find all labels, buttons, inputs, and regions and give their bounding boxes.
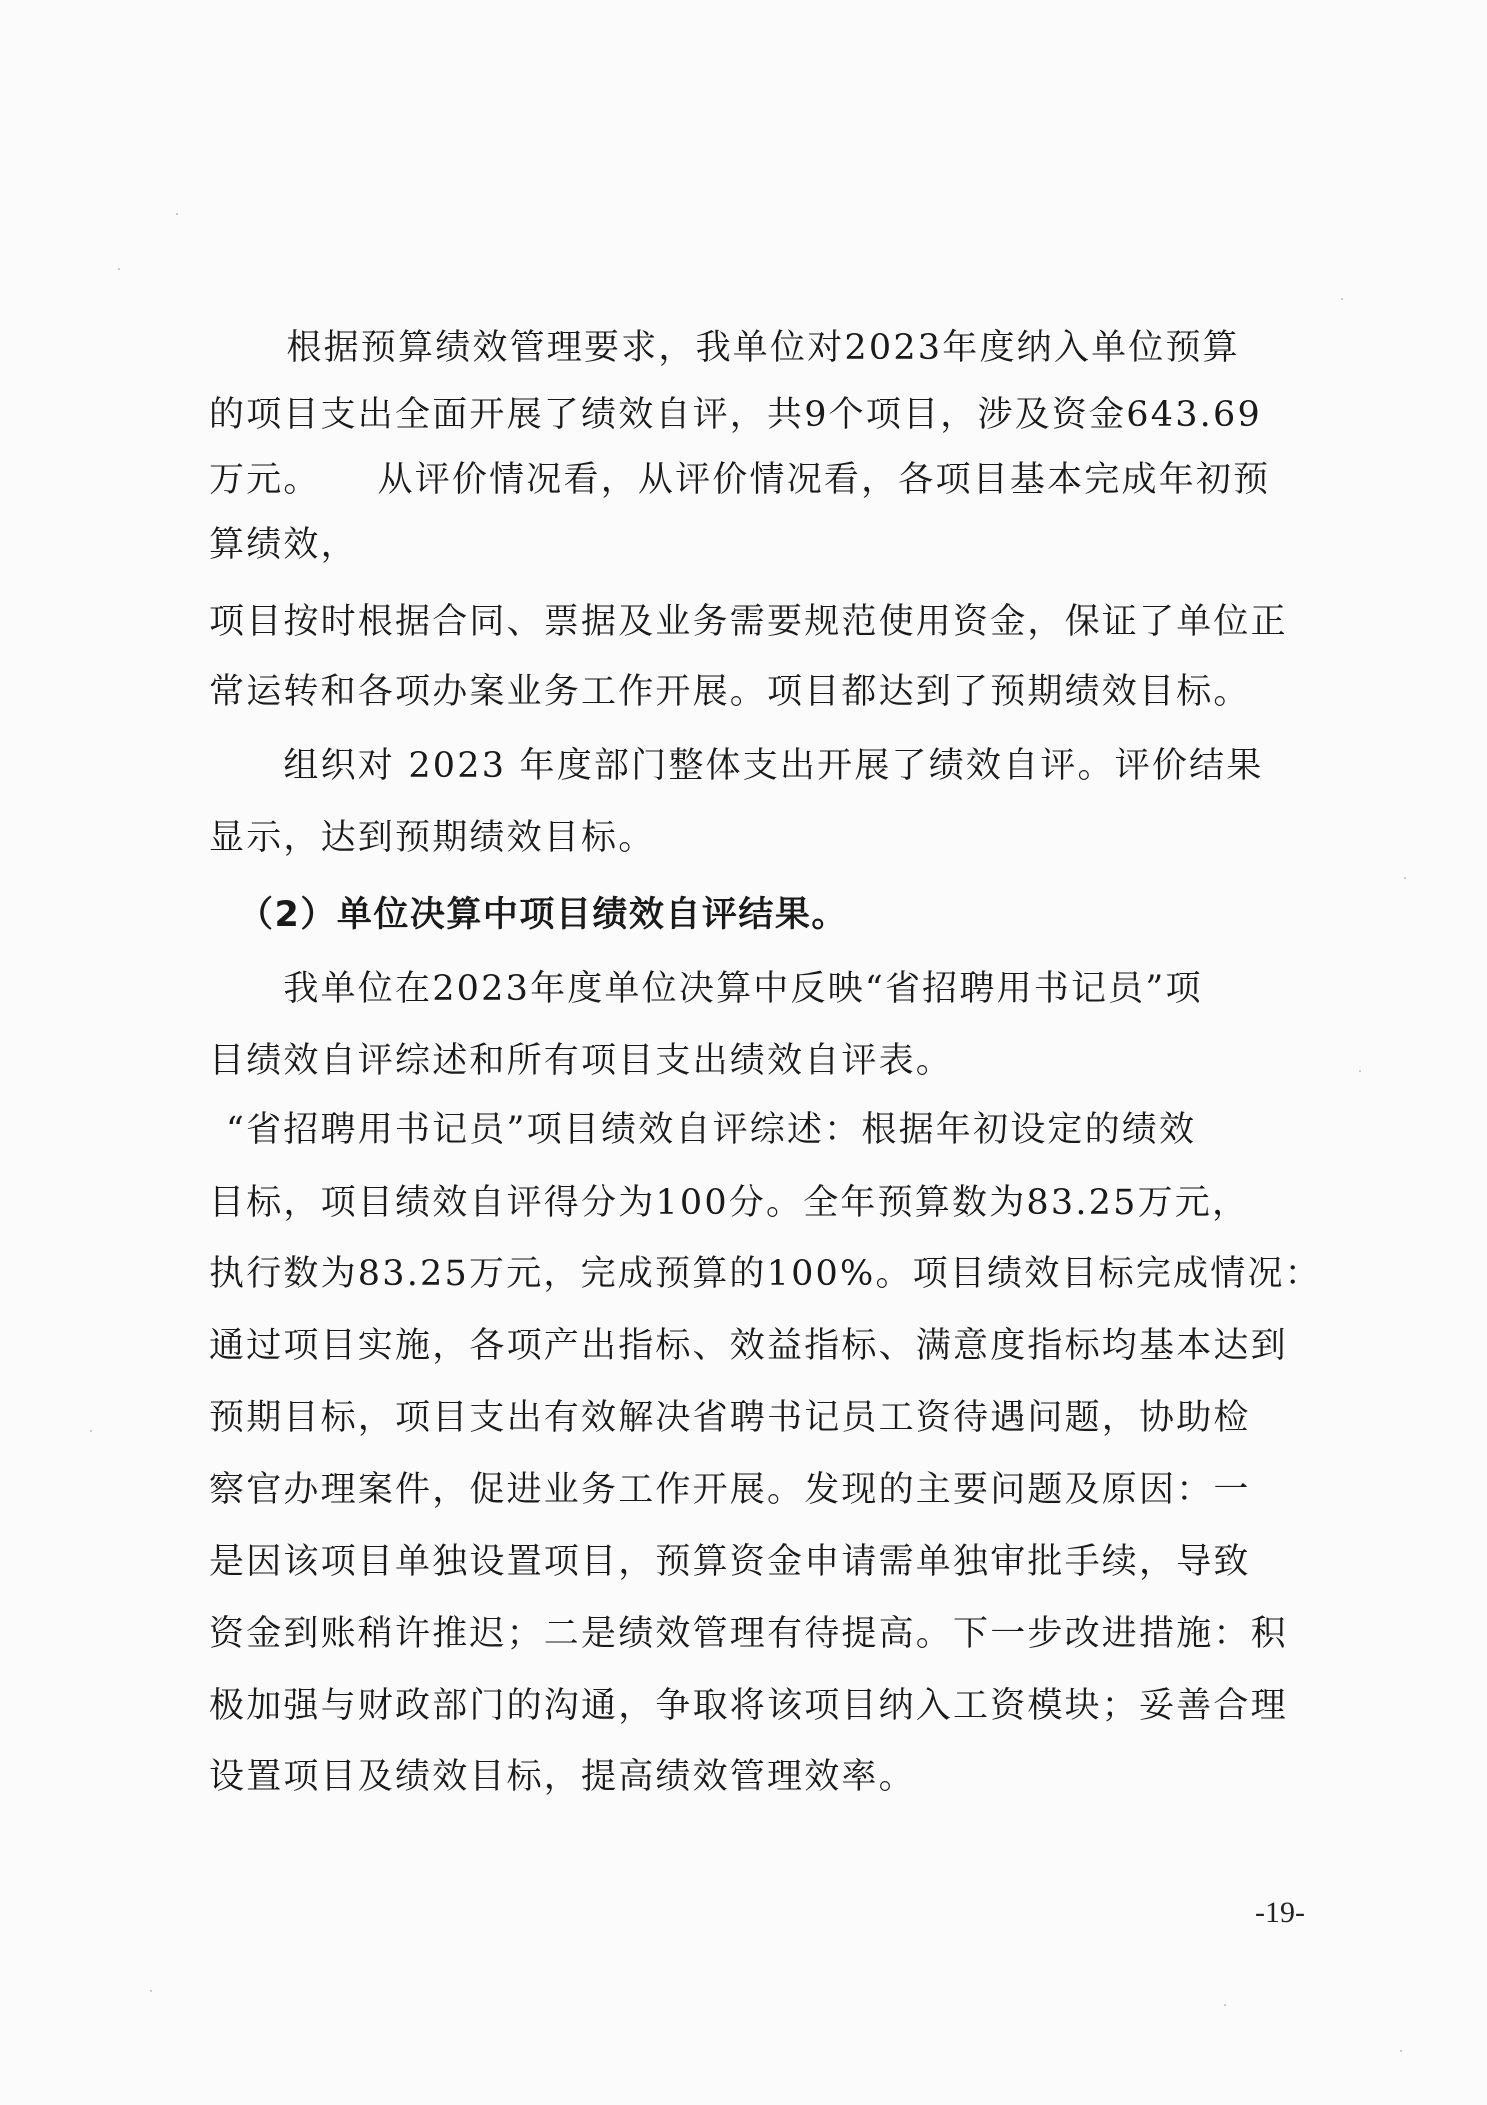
text-line-17: 察官办理案件，促进业务工作开展。发现的主要问题及原因：一 xyxy=(209,1470,1251,1510)
text-line-2: 的项目支出全面开展了绩效自评，共9个项目，涉及资金643.69 xyxy=(209,395,1262,435)
page-number: -19- xyxy=(1255,1896,1305,1929)
text-line-18: 是因该项目单独设置项目，预算资金申请需单独审批手续，导致 xyxy=(209,1542,1251,1582)
scan-speck xyxy=(1224,2004,1226,2006)
text-line-16: 预期目标，项目支出有效解决省聘书记员工资待遇问题，协助检 xyxy=(209,1398,1251,1438)
text-line-6: 常运转和各项办案业务工作开展。项目都达到了预期绩效目标。 xyxy=(209,672,1251,712)
text-line-4: 算绩效， xyxy=(209,525,358,565)
scan-speck xyxy=(176,213,178,215)
scan-speck xyxy=(90,1430,92,1432)
scan-speck xyxy=(1404,877,1406,879)
section-heading: （2）单位决算中项目绩效自评结果。 xyxy=(219,895,848,935)
text-line-20: 极加强与财政部门的沟通，争取将该项目纳入工资模块；妥善合理 xyxy=(209,1686,1288,1726)
text-line-10: 我单位在2023年度单位决算中反映“省招聘用书记员”项 xyxy=(209,969,1203,1009)
text-line-8: 显示，达到预期绩效目标。 xyxy=(209,818,656,858)
text-line-1: 根据预算绩效管理要求，我单位对2023年度纳入单位预算 xyxy=(212,328,1240,368)
text-line-14: 执行数为83.25万元，完成预算的100%。项目绩效目标完成情况： xyxy=(209,1254,1322,1294)
scan-speck xyxy=(150,1990,152,1992)
text-line-13: 目标，项目绩效自评得分为100分。全年预算数为83.25万元， xyxy=(209,1183,1250,1223)
scan-speck xyxy=(1400,2050,1402,2052)
text-line-7: 组织对 2023 年度部门整体支出开展了绩效自评。评价结果 xyxy=(209,746,1264,786)
text-line-15: 通过项目实施，各项产出指标、效益指标、满意度指标均基本达到 xyxy=(209,1326,1288,1366)
text-line-19: 资金到账稍许推迟；二是绩效管理有待提高。下一步改进措施：积 xyxy=(209,1614,1288,1654)
text-line-5: 项目按时根据合同、票据及业务需要规范使用资金，保证了单位正 xyxy=(209,602,1288,642)
scan-speck xyxy=(1341,298,1343,300)
scan-speck xyxy=(118,268,120,270)
text-line-11: 目绩效自评综述和所有项目支出绩效自评表。 xyxy=(209,1041,954,1081)
text-line-21: 设置项目及绩效目标，提高绩效管理效率。 xyxy=(209,1757,916,1797)
text-line-3: 万元。 从评价情况看，从评价情况看，各项目基本完成年初预 xyxy=(209,460,1271,500)
scan-speck xyxy=(1359,1070,1361,1072)
text-line-12: “省招聘用书记员”项目绩效自评综述：根据年初设定的绩效 xyxy=(226,1110,1197,1150)
